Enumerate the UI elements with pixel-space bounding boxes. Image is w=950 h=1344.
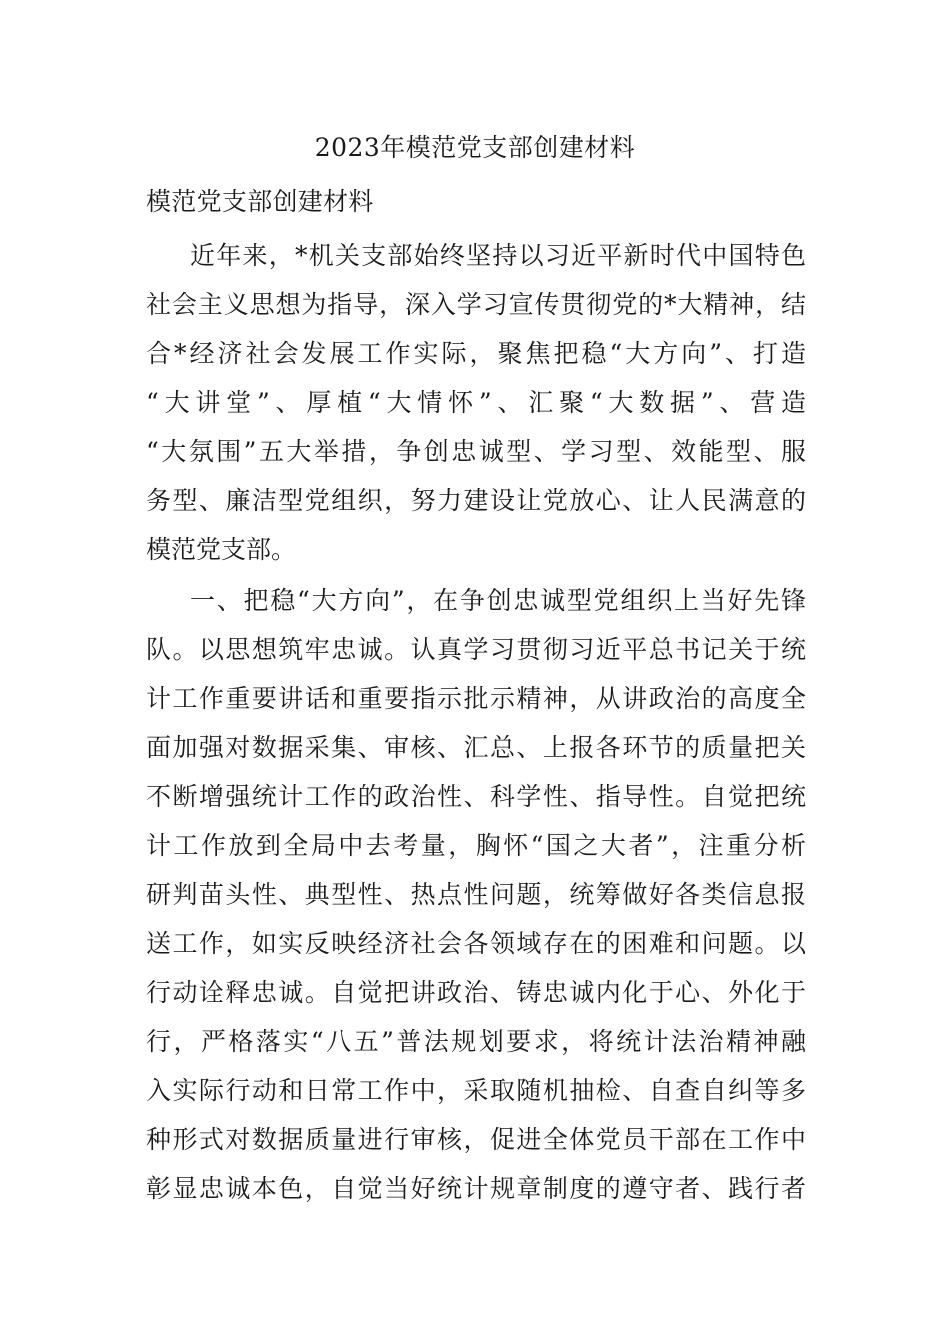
paragraph-2-line-8: 送工作，如实反映经济社会各领域存在的困难和问题。以 — [146, 929, 806, 958]
paragraph-1-line-2: 社会主义思想为指导，深入学习宣传贯彻党的*大精神，结 — [146, 290, 806, 319]
paragraph-1-line-6: 务型、廉洁型党组织，努力建设让党放心、让人民满意的 — [146, 486, 806, 515]
paragraph-2-line-1: 一、把稳“大方向”，在争创忠诚型党组织上当好先锋 — [190, 586, 806, 615]
paragraph-2-line-2: 队。以思想筑牢忠诚。认真学习贯彻习近平总书记关于统 — [146, 635, 806, 664]
paragraph-2-line-12: 种形式对数据质量进行审核，促进全体党员干部在工作中 — [146, 1125, 806, 1154]
paragraph-2-line-10: 行，严格落实“八五”普法规划要求，将统计法治精神融 — [146, 1027, 806, 1056]
paragraph-2-line-3: 计工作重要讲话和重要指示批示精神，从讲政治的高度全 — [146, 684, 806, 713]
paragraph-1-line-3: 合*经济社会发展工作实际，聚焦把稳“大方向”、打造 — [146, 339, 806, 368]
paragraph-2-line-7: 研判苗头性、典型性、热点性问题，统筹做好各类信息报 — [146, 880, 806, 909]
document-subtitle: 模范党支部创建材料 — [146, 187, 374, 216]
paragraph-2-line-13: 彰显忠诚本色，自觉当好统计规章制度的遵守者、践行者 — [146, 1174, 806, 1203]
paragraph-1-line-5: “大氛围”五大举措，争创忠诚型、学习型、效能型、服 — [146, 437, 806, 466]
paragraph-2-line-9: 行动诠释忠诚。自觉把讲政治、铸忠诚内化于心、外化于 — [146, 978, 806, 1007]
paragraph-2-line-6: 计工作放到全局中去考量，胸怀“国之大者”，注重分析 — [146, 831, 806, 860]
paragraph-1-line-4: “大讲堂”、厚植“大情怀”、汇聚“大数据”、营造 — [146, 388, 806, 417]
document-title: 2023年模范党支部创建材料 — [314, 133, 636, 162]
paragraph-1-line-7: 模范党支部。 — [146, 535, 297, 564]
paragraph-2-line-11: 入实际行动和日常工作中，采取随机抽检、自查自纠等多 — [146, 1076, 806, 1105]
paragraph-2-line-4: 面加强对数据采集、审核、汇总、上报各环节的质量把关 — [146, 733, 806, 762]
paragraph-1-line-1: 近年来，*机关支部始终坚持以习近平新时代中国特色 — [190, 241, 806, 270]
paragraph-2-line-5: 不断增强统计工作的政治性、科学性、指导性。自觉把统 — [146, 782, 806, 811]
